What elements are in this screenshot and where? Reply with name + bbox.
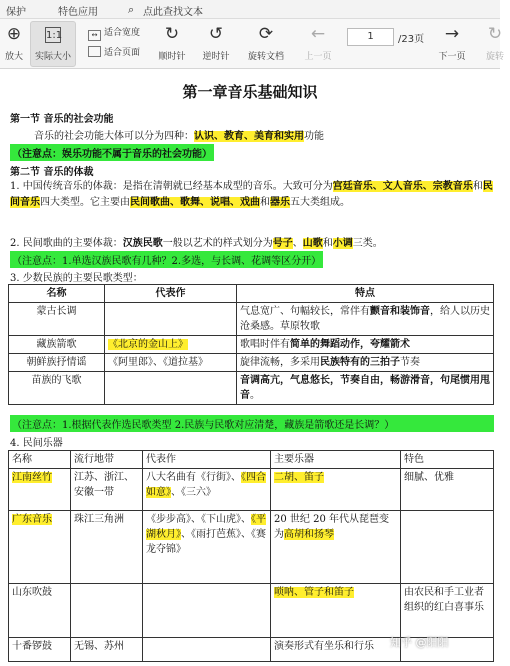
table-header-row: 名称 代表作 特点 <box>9 285 494 303</box>
table-row: 十番锣鼓 无锡、苏州 演奏形式有坐乐和行乐 <box>9 638 494 662</box>
folk-instruments-table <box>8 450 494 662</box>
note-3: （注意点：1.根据代表作选民歌类型 2.民族与民歌对应清楚，藏族是箭歌还是长调？） <box>10 415 494 432</box>
rotate-ccw-icon: ↺ <box>208 24 224 44</box>
table-header-row: 名称 流行地带 代表作 主要乐器 特色 <box>9 451 494 469</box>
page-total: /23页 <box>398 34 425 45</box>
rotate-doc-button[interactable]: ⟳ 旋转文档 <box>247 24 284 62</box>
ethnic-songs-table <box>8 284 494 405</box>
table-row: 广东音乐 珠江三角洲 《步步高》、《下山虎》、《平湖秋月》、《雨打芭蕉》、《赛龙夺锦》 20 世纪 20 年代从琵琶变为高胡和扬琴 <box>9 511 494 584</box>
actual-size-icon: 1:1 <box>45 27 61 43</box>
chapter-title: 第一章音乐基础知识 <box>182 83 318 101</box>
section-1-title: 第一节 音乐的社会功能 <box>10 114 114 125</box>
search-icon[interactable]: ⌕ <box>128 3 135 16</box>
table-row: 蒙古长调 气息宽广、句幅较长，常伴有颤音和装饰音，给人以历史沧桑感。草原牧歌 <box>9 303 494 336</box>
next-page-button[interactable]: → 下一页 <box>438 24 466 62</box>
note-1: （注意点：娱乐功能不属于音乐的社会功能） <box>10 144 214 161</box>
menu-features[interactable]: 特色应用 <box>58 7 98 18</box>
watermark: 知乎 @阳阳 <box>390 636 449 649</box>
table-row: 朝鲜族抒情谣 《阿里郎》、《道拉基》 旋律流畅，多采用民族特有的三拍子节奏 <box>9 354 494 372</box>
fit-page-button[interactable]: 适合页面 <box>88 45 140 62</box>
search-input[interactable]: 点此查找文本 <box>143 7 203 18</box>
note-2: （注意点：1.单选汉族民歌有几种？2.多选，与长调、花调等区分开） <box>10 251 323 268</box>
table-row: 苗族的飞歌 音调高亢，气息悠长，节奏自由，畅游滑音，句尾惯用甩音。 <box>9 372 494 405</box>
table-row: 藏族箭歌 《北京的金山上》 歌唱时伴有简单的舞蹈动作，夸耀箭术 <box>9 336 494 354</box>
toolbar <box>0 19 504 69</box>
zoom-in-icon: ⊕ <box>6 24 22 44</box>
fit-page-icon <box>88 46 101 57</box>
rotate-last-button[interactable]: ↻ 旋转 <box>485 24 504 62</box>
table-row: 江南丝竹 江苏、浙江、安徽一带 八大名曲有《行街》、《四合如意》、《三六》 二胡、笛子 细腻、优雅 <box>9 469 494 511</box>
page-number-input[interactable]: 1 <box>347 28 394 46</box>
section-1-text: 音乐的社会功能大体可以分为四种：认识、教育、美育和实用功能 <box>34 131 324 142</box>
arrow-right-icon: → <box>444 24 460 44</box>
document-page <box>0 70 500 666</box>
fit-width-button[interactable]: ↔ 适合宽度 <box>88 25 140 42</box>
arrow-left-icon: ← <box>310 24 326 44</box>
fit-width-icon: ↔ <box>88 30 101 41</box>
rotate-cw-button[interactable]: ↻ 顺时针 <box>158 24 186 62</box>
menu-bar <box>0 0 500 19</box>
paragraph-2: 2. 民间歌曲的主要体裁：汉族民歌一般以艺术的样式划分为号子、山歌和小调三类。 <box>10 238 383 249</box>
prev-page-button[interactable]: ← 上一页 <box>304 24 332 62</box>
table-row: 山东吹鼓 唢呐、管子和笛子 由农民和手工业者组织的红白喜事乐 <box>9 584 494 638</box>
paragraph-1: 1. 中国传统音乐的体裁：是指在清朝就已经基本成型的音乐。大致可分为宫廷音乐、文人音乐、宗教音乐和民间音乐四大类型。它主要由民间歌曲、歌舞、说唱、戏曲和器乐五大类组成。 <box>10 181 493 208</box>
actual-size-button[interactable]: 1:1 实际大小 <box>30 21 76 67</box>
rotate-doc-icon: ⟳ <box>258 24 274 44</box>
rotate-cw-icon: ↻ <box>164 24 180 44</box>
rotate-ccw-button[interactable]: ↺ 逆时针 <box>202 24 230 62</box>
rotate-icon: ↻ <box>487 24 503 44</box>
menu-protect[interactable]: 保护 <box>6 7 26 18</box>
zoom-in-button[interactable]: ⊕ 放大 <box>4 24 23 62</box>
paragraph-4: 4. 民间乐器 <box>10 438 63 449</box>
section-2-title: 第二节 音乐的体裁 <box>10 167 94 178</box>
paragraph-3: 3. 少数民族的主要民歌类型： <box>10 273 143 284</box>
